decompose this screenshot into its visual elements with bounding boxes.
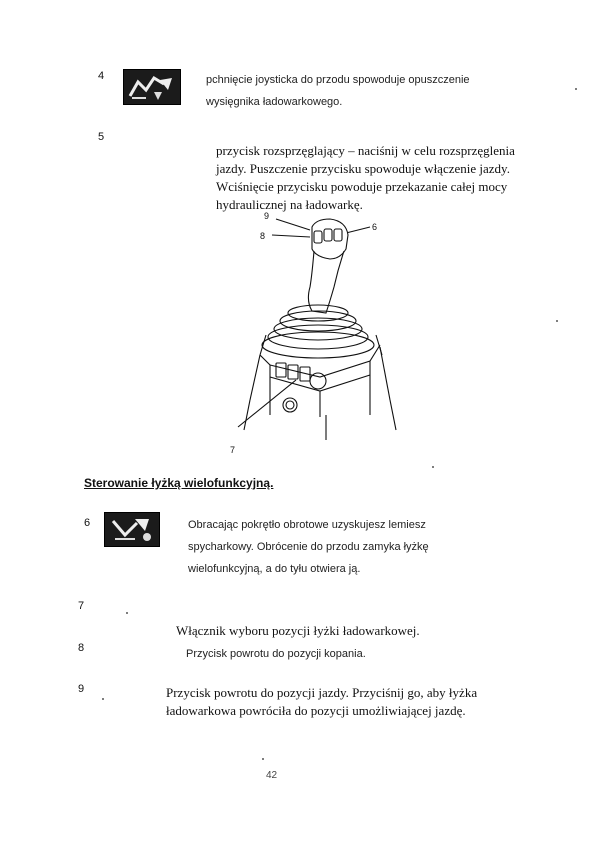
boom-lower-icon bbox=[123, 69, 181, 105]
item-text-7: Włącznik wyboru pozycji łyżki ładowarkowej. bbox=[176, 623, 420, 638]
item-text-9: Przycisk powrotu do pozycji jazdy. Przyciśnij go, aby łyżka ładowarkowa powróciła do pozycji umożliwiającej jazdę. bbox=[166, 685, 478, 718]
item-number-6: 6 bbox=[84, 517, 91, 529]
bucket-rotate-icon bbox=[104, 512, 160, 547]
item-text-6: Obracając pokrętło obrotowe uzyskujesz lemiesz spycharkowy. Obrócenie do przodu zamyka łyżkę wielofunkcyjną, a do tyłu otwiera ją. bbox=[188, 519, 429, 575]
item-number-8: 8 bbox=[78, 642, 85, 654]
figure-label-9: 9 bbox=[264, 211, 270, 221]
figure-label-8: 8 bbox=[260, 231, 266, 241]
item-text-5: przycisk rozsprzęglający – naciśnij w celu rozsprzęglenia jazdy. Puszczenie przycisku spowoduje włączenie jazdy. Wciśnięcie przycisku powoduje przekazanie całej mocy hydraulicznej na ładowarkę. bbox=[216, 143, 515, 212]
page-number: 42 bbox=[266, 770, 278, 781]
scan-speck bbox=[262, 758, 264, 760]
section-heading: Sterowanie łyżką wielofunkcyjną. bbox=[84, 476, 274, 490]
item-number-4: 4 bbox=[98, 70, 105, 82]
item-text-4: pchnięcie joysticka do przodu spowoduje opuszczenie wysięgnika ładowarkowego. bbox=[206, 74, 470, 108]
item-number-5: 5 bbox=[98, 131, 105, 143]
scan-speck bbox=[102, 698, 104, 700]
joystick-diagram bbox=[230, 205, 420, 455]
figure-label-7: 7 bbox=[230, 445, 236, 455]
item-number-7: 7 bbox=[78, 600, 85, 612]
item-text-8: Przycisk powrotu do pozycji kopania. bbox=[186, 648, 366, 660]
scan-speck bbox=[575, 88, 577, 90]
scan-speck bbox=[432, 466, 434, 468]
item-number-9: 9 bbox=[78, 683, 85, 695]
scan-speck bbox=[556, 320, 558, 322]
figure-label-6: 6 bbox=[372, 222, 378, 232]
scan-speck bbox=[126, 612, 128, 614]
